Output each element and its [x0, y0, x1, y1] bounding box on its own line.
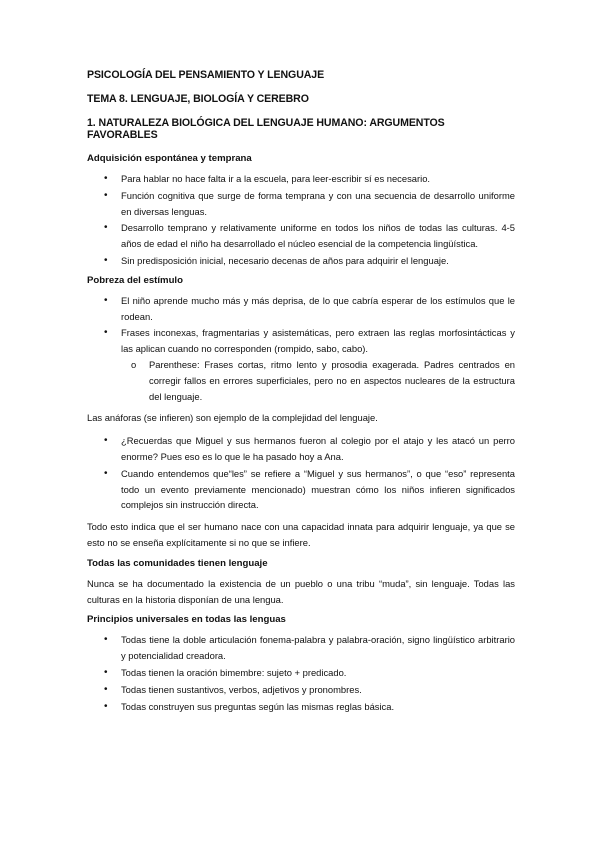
document-page	[87, 69, 515, 720]
list-item-text: ¿Recuerdas que Miguel y sus hermanos fueron al colegio por el atajo y les atacó un perro enorme? Pues eso es lo que le ha pasado hoy a Ana.	[121, 435, 515, 462]
list-item	[87, 220, 515, 252]
circle-bullet-icon: o	[131, 358, 137, 370]
list-item-text: Todas tienen la oración bimembre: sujeto + predicado.	[121, 666, 347, 678]
list-item-text: Frases inconexas, fragmentarias y asistemáticas, pero extraen las reglas morfosintácticas y las aplican cuando no corresponden (rompido, sabo, cabo).	[121, 327, 515, 355]
bullet-list	[87, 293, 515, 405]
bullet-icon: •	[104, 666, 108, 678]
sub-list-item	[121, 357, 515, 404]
list-item	[87, 682, 515, 698]
bullet-icon: •	[104, 467, 108, 479]
list-item	[87, 293, 515, 325]
subsection-heading: Todas las comunidades tienen lenguaje	[87, 557, 268, 569]
list-item-text: Para hablar no hace falta ir a la escuela, para leer-escribir sí es necesario.	[121, 173, 431, 184]
bullet-icon: •	[104, 189, 108, 201]
sub-bullet-list	[121, 357, 515, 404]
bullet-list	[87, 632, 515, 714]
bullet-icon: •	[104, 700, 108, 712]
bullet-list	[87, 171, 515, 269]
list-item-text: Sin predisposición inicial, necesario decenas de años para adquirir el lenguaje.	[121, 254, 449, 266]
list-item	[87, 171, 515, 187]
list-item-text: Cuando entendemos que“les” se refiere a “Miguel y sus hermanos”, o que “eso” representa todo un evento previamente mencionado) muestran cómo los niños infieren significados complejos sin instrucción directa.	[121, 467, 515, 511]
sub-list-item-text: Parenthese: Frases cortas, ritmo lento y prosodia exagerada. Padres centrados en corregir fallos en errores superficiales, pero no en aspectos nucleares de la estructura del lenguaje.	[149, 358, 515, 402]
list-item-text: Todas tienen sustantivos, verbos, adjetivos y pronombres.	[121, 683, 362, 695]
bullet-list	[87, 433, 515, 513]
list-item-text: Todas construyen sus preguntas según las mismas reglas básica.	[121, 700, 395, 712]
bullet-icon: •	[104, 327, 108, 339]
list-item	[87, 253, 515, 269]
list-item	[87, 188, 515, 220]
bullet-icon: •	[104, 294, 108, 306]
list-item-text: Desarrollo temprano y relativamente uniforme en todos los niños de todas las culturas. 4-5 años de edad el niño ha desarrollado el núcleo esencial de la competencia lingüística.	[121, 222, 515, 250]
subsection-heading: Adquisición espontánea y temprana	[87, 153, 252, 164]
list-item-text: Todas tiene la doble articulación fonema-palabra y palabra-oración, signo lingüístico arbitrario y potencialidad creadora.	[121, 634, 515, 662]
list-item	[87, 632, 515, 664]
bullet-icon: •	[104, 634, 108, 646]
bullet-icon: •	[104, 254, 108, 266]
topic-title: TEMA 8. LENGUAJE, BIOLOGÍA Y CEREBRO	[87, 93, 309, 105]
list-item	[87, 665, 515, 681]
list-item	[87, 466, 515, 513]
paragraph: Nunca se ha documentado la existencia de un pueblo o una tribu “muda”, sin lenguaje. Todas las culturas en la historia disponían de una lengua.	[87, 577, 515, 605]
list-item-text: Función cognitiva que surge de forma temprana y con una secuencia de desarrollo uniforme en diversas lenguas.	[121, 189, 515, 217]
list-item	[87, 433, 515, 465]
section-title: 1. NATURALEZA BIOLÓGICA DEL LENGUAJE HUMANO: ARGUMENTOS FAVORABLES	[87, 117, 445, 141]
bullet-icon: •	[104, 435, 108, 447]
subsection-heading: Pobreza del estímulo	[87, 274, 183, 286]
bullet-icon: •	[104, 683, 108, 695]
bullet-icon: •	[104, 222, 108, 234]
list-item	[87, 325, 515, 404]
bullet-icon: •	[104, 173, 108, 184]
paragraph: Las anáforas (se infieren) son ejemplo de la complejidad del lenguaje.	[87, 412, 378, 424]
paragraph: Todo esto indica que el ser humano nace con una capacidad innata para adquirir lenguaje, ya que se esto no se enseña explícitamente si no que se infiere.	[87, 521, 515, 548]
list-item-text: El niño aprende mucho más y más deprisa, de lo que cabría esperar de los estímulos que le rodean.	[121, 294, 515, 322]
list-item	[87, 699, 515, 715]
course-title: PSICOLOGÍA DEL PENSAMIENTO Y LENGUAJE	[87, 69, 325, 81]
subsection-heading: Principios universales en todas las lenguas	[87, 614, 286, 626]
